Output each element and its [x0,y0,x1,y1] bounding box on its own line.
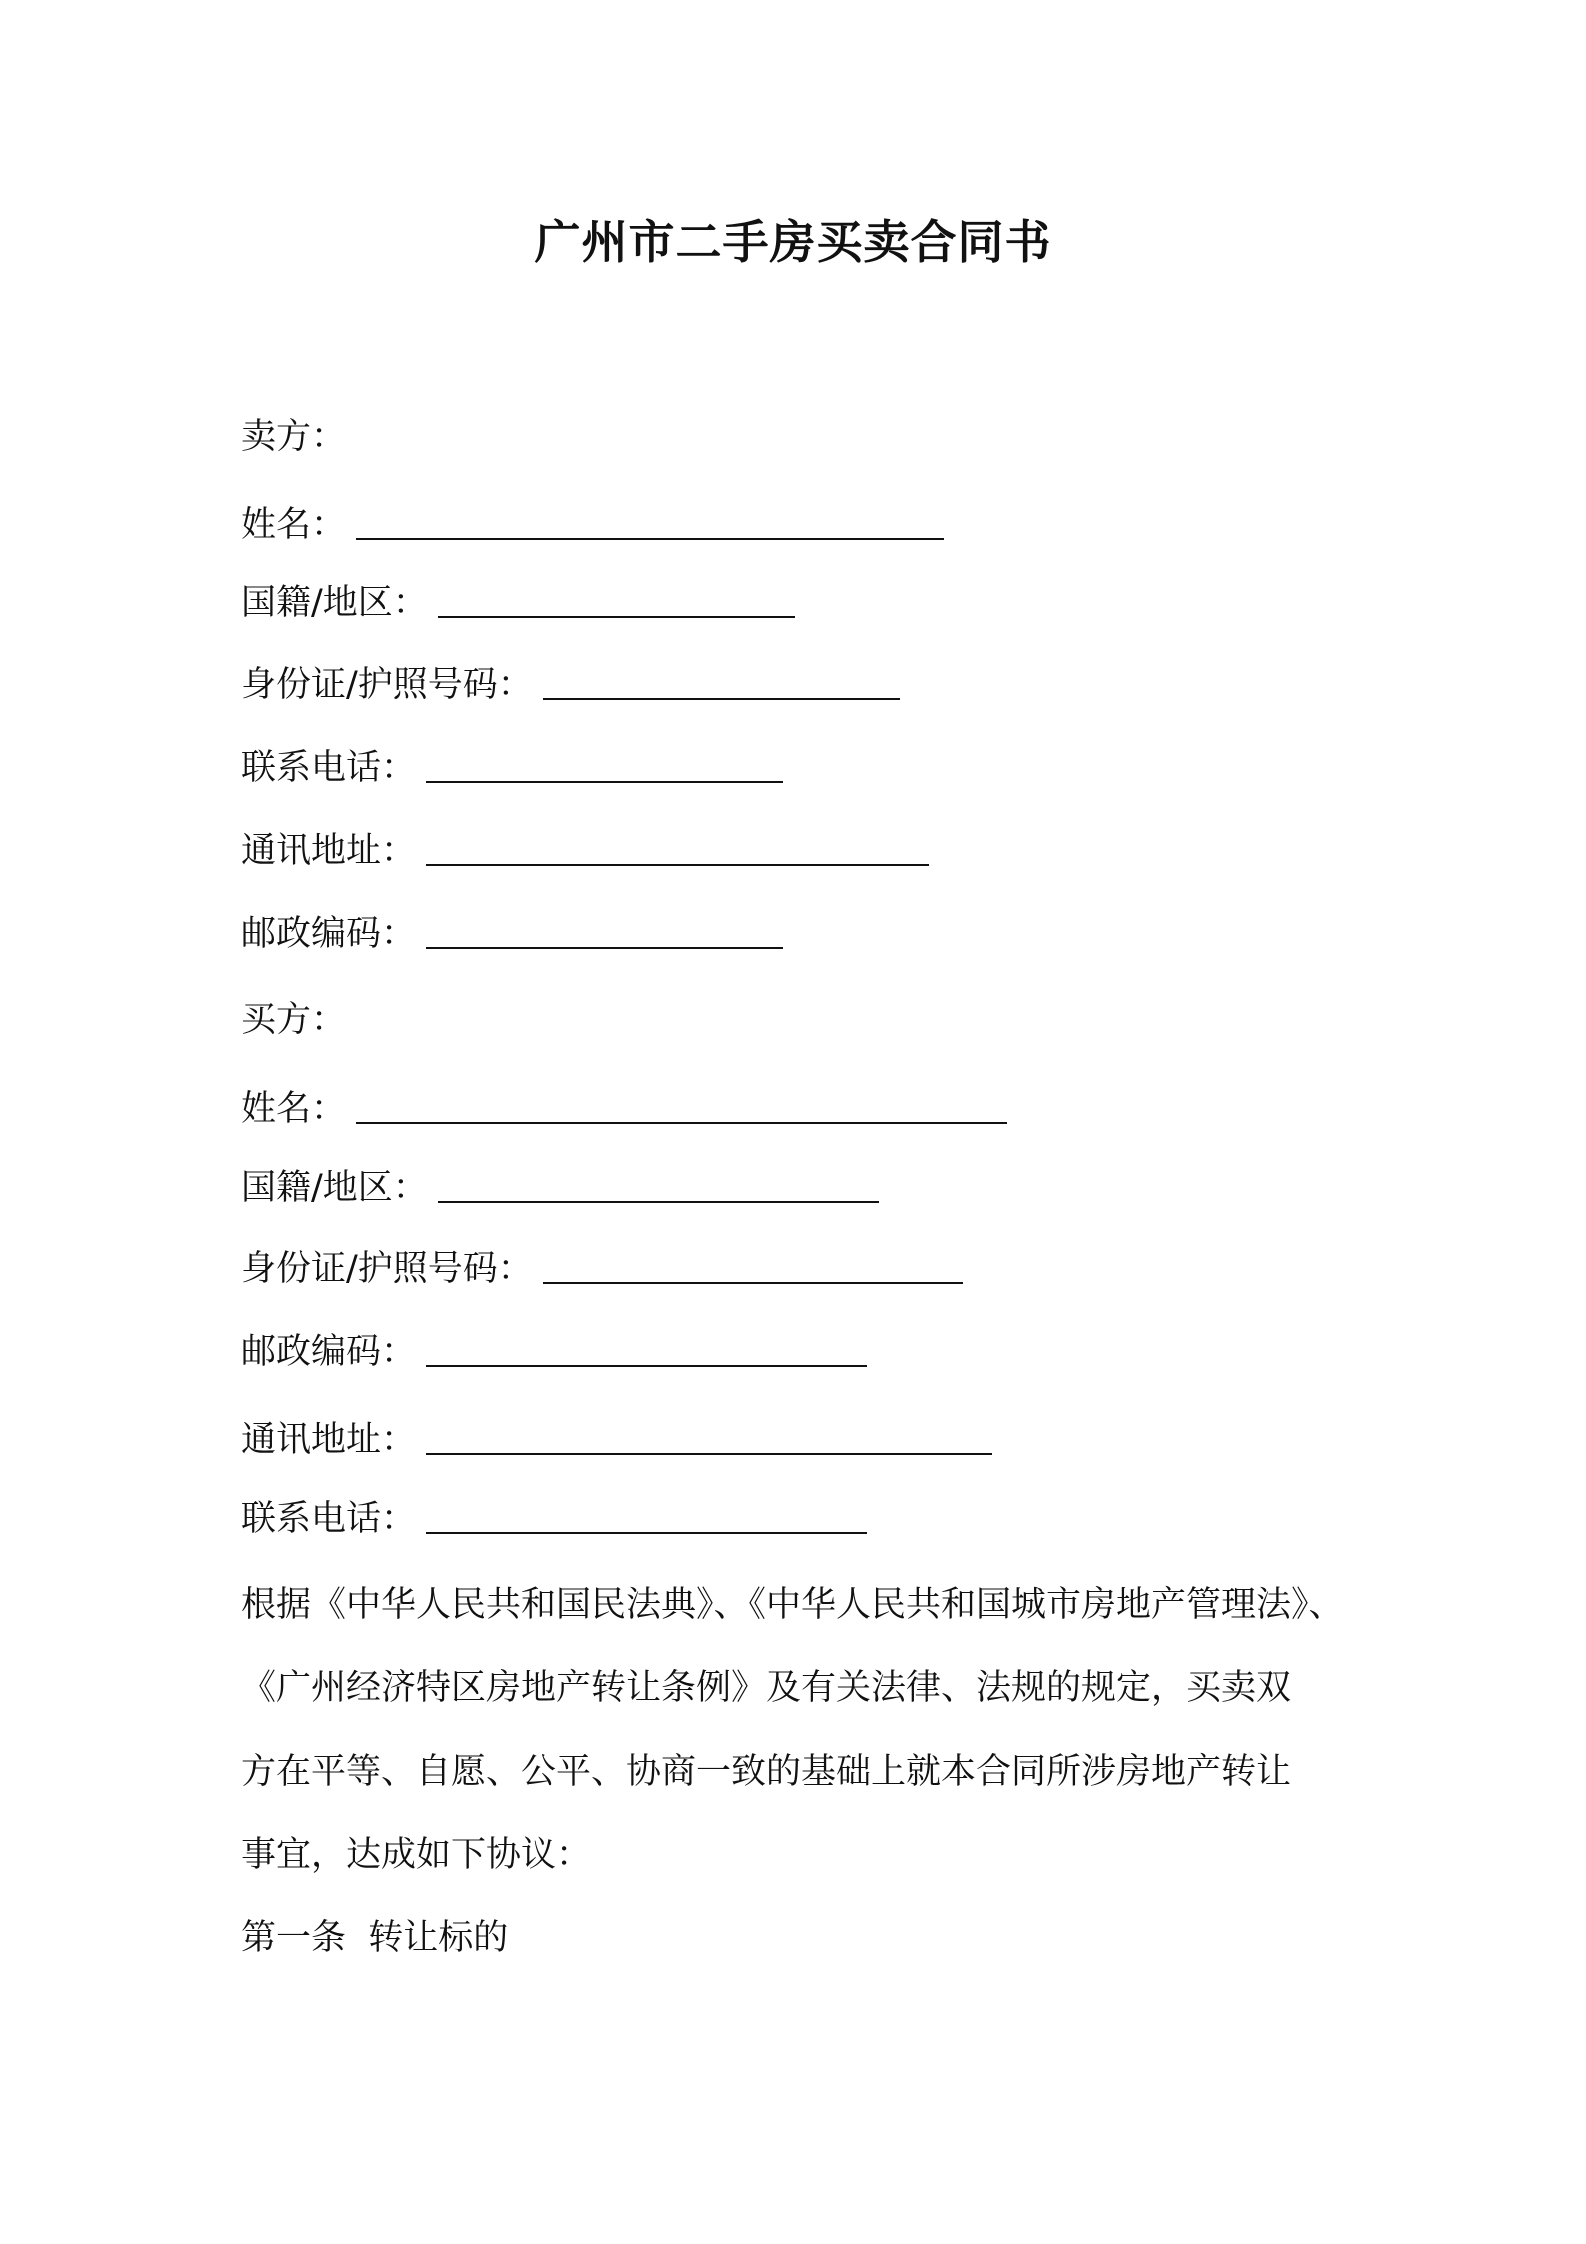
buyer-phone-label: 联系电话： [241,1499,417,1539]
preamble-line-3: 方在平等、自愿、公平、协商一致的基础上就本合同所涉房地产转让 [241,1752,1292,1792]
buyer-id-blank[interactable] [543,1280,963,1284]
preamble-line-1: 根据《中华人民共和国民法典》、《中华人民共和国城市房地产管理法》、 [241,1585,1344,1625]
seller-address-label: 通讯地址： [241,831,417,871]
buyer-id-label: 身份证/护照号码： [241,1249,533,1289]
buyer-address-blank[interactable] [426,1451,992,1455]
seller-phone-blank[interactable] [426,779,783,783]
buyer-address-row [241,1416,992,1464]
buyer-phone-blank[interactable] [426,1530,867,1534]
seller-nationality-label: 国籍/地区： [241,583,428,623]
preamble-line-4: 事宜，达成如下协议： [241,1835,592,1875]
seller-postcode-row [241,910,783,958]
buyer-phone-row [241,1495,867,1543]
buyer-name-row [241,1085,1007,1133]
seller-name-label: 姓名： [241,505,347,545]
buyer-nationality-label: 国籍/地区： [241,1168,428,1208]
seller-phone-label: 联系电话： [241,748,417,788]
seller-heading: 卖方： [241,417,347,457]
seller-name-row [241,501,944,549]
seller-address-row [241,827,929,875]
seller-address-blank[interactable] [426,862,929,866]
seller-id-row [241,661,900,709]
buyer-id-row [241,1245,963,1293]
buyer-heading: 买方： [241,1000,347,1040]
document-title: 广州市二手房买卖合同书 [534,215,1052,269]
buyer-name-blank[interactable] [356,1120,1007,1124]
seller-phone-row [241,744,783,792]
seller-id-label: 身份证/护照号码： [241,665,533,705]
buyer-name-label: 姓名： [241,1089,347,1129]
seller-nationality-blank[interactable] [438,614,795,618]
seller-postcode-label: 邮政编码： [241,914,417,954]
seller-name-blank[interactable] [356,536,944,540]
buyer-postcode-label: 邮政编码： [241,1332,417,1372]
seller-postcode-blank[interactable] [426,945,783,949]
preamble-line-2: 《广州经济特区房地产转让条例》及有关法律、法规的规定，买卖双 [241,1668,1292,1708]
seller-id-blank[interactable] [543,696,900,700]
article-1-heading: 第一条 转让标的 [241,1918,509,1958]
buyer-postcode-blank[interactable] [426,1363,867,1367]
buyer-address-label: 通讯地址： [241,1420,417,1460]
buyer-postcode-row [241,1328,867,1376]
buyer-nationality-blank[interactable] [438,1199,879,1203]
seller-nationality-row [241,579,795,627]
buyer-nationality-row [241,1164,879,1212]
